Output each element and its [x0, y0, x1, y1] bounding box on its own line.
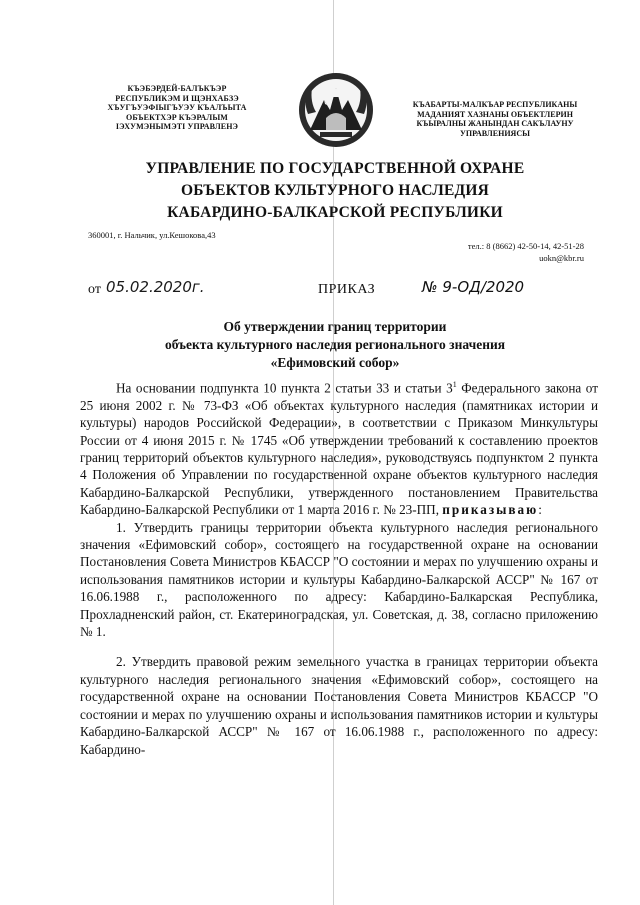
header-left-line: РЕСПУБЛИКЭМ И ЩЭНХАБЗЭ — [115, 93, 239, 103]
header-right-line: КЪЫРАЛНЫ ЖАНЫНДАН САКЪЛАУНУ — [416, 119, 574, 128]
order-subject — [100, 318, 570, 372]
order-title: ПРИКАЗ — [318, 282, 376, 297]
subject-line: Об утверждении границ территории — [223, 319, 447, 334]
header-right-block — [385, 100, 605, 138]
organization-line: УПРАВЛЕНИЕ ПО ГОСУДАРСТВЕННОЙ ОХРАНЕ — [145, 160, 525, 177]
item-2-paragraph: 2. Утвердить правовой режим земельного участка в границах территории объекта культурного наследия регионального значения «Ефимовский собор», состоящего на государственной охране на основании Постановления Совета Министров КБАССР "О состоянии и мерах по улучшению охраны и использования памятников истории и культуры Кабардино-Балкарской АССР" № 167 от 16.06.1988 г., расположенного по адресу: Кабардино- — [80, 654, 598, 757]
intro-text-a: На основании подпункта 10 пункта 2 статьи 33 и статьи 3 — [116, 380, 453, 396]
phone: тел.: 8 (8662) 42-50-14, 42-51-28 — [467, 241, 584, 251]
order-row — [88, 280, 588, 304]
subject-line: «Ефимовский собор» — [270, 355, 400, 370]
email: uokn@kbr.ru — [539, 253, 584, 263]
header-left-block — [72, 84, 282, 132]
order-date: 05.02.2020г. — [106, 278, 205, 296]
header-left-line: КЪЭБЭРДЕЙ-БАЛЪКЪЭР — [127, 84, 227, 93]
intro-text-b: Федерального закона от 25 июня 2002 г. № 73-ФЗ «Об объектах культурного наследия (памятниках истории и культуры) народов Российской Федерации», в соответствии с Приказом Минкультуры России от 4 июня 2015 г. № 1745 «Об утверждении требований к составлению проектов границ территорий объектов культурного наследия», руководствуясь подпунктом 2 пункта 4 Положения об Управлении по государственной охране объектов культурного наследия Кабардино-Балкарской Республики, утвержденного постановлением Правительства Кабардино-Балкарской Республики от 1 марта 2016 г. № 23-ПП, — [80, 380, 598, 518]
header-left-line: IЭХУМЭНЫМЭТI УПРАВЛЕНЭ — [115, 122, 239, 131]
item-1-paragraph: 1. Утвердить границы территории объекта культурного наследия регионального значения «Ефимовский собор», состоящего на государственной охране на основании Постановления Совета Министров КБАССР "О состоянии и мерах по улучшению охраны и использования памятников истории и культуры Кабардино-Балкарской АССР" № 167 от 16.06.1988 г., расположенного по адресу: Кабардино-Балкарская Республика, Прохладненский район, ст. Екатериноградская, ул. Советская, д. 38, согласно приложению № 1. — [80, 519, 598, 640]
organization-line: КАБАРДИНО-БАЛКАРСКОЙ РЕСПУБЛИКИ — [167, 204, 503, 221]
address: 360001, г. Нальчик, ул.Кешокова,43 — [88, 230, 216, 240]
order-number: № 9-ОД/2020 — [422, 278, 525, 296]
document-body — [80, 376, 598, 758]
organization-title — [100, 158, 570, 224]
header-right-line: УПРАВЛЕНИЯСЫ — [460, 128, 530, 138]
intro-paragraph: На основании подпункта 10 пункта 2 статьи 33 и статьи $3^1$ Федерального закона от 25 июня 2002 г. № 73-ФЗ «Об объектах культурного наследия (памятниках истории и культуры) народов Российской Федерации», в соответствии с Приказом Минкультуры России от 4 июня 2015 г. № 1745 «Об утверждении требований к составлению проектов границ территорий объектов культурного наследия», руководствуясь подпунктом 2 пункта 4 Положения об Управлении по государственной охране объектов культурного наследия Кабардино-Балкарской Республики, утвержденного постановлением Правительства Кабардино-Балкарской Республики от 1 марта 2016 г. № 23-ПП, приказываю: — [80, 380, 598, 518]
subject-line: объекта культурного наследия регионального значения — [164, 337, 506, 352]
intro-superscript: 1 — [452, 380, 457, 389]
order-from-label: от — [88, 282, 101, 297]
orders-word: приказываю — [442, 502, 539, 518]
coat-of-arms-icon — [296, 70, 376, 152]
organization-line: ОБЪЕКТОВ КУЛЬТУРНОГО НАСЛЕДИЯ — [180, 182, 490, 199]
header-left-line: ХЪУГЪУЭФIЫГЪУЭУ КЪАЛЪЫТА — [107, 103, 247, 112]
header-right-line: КЪАБАРТЫ-МАЛКЪАР РЕСПУБЛИКАНЫ — [412, 100, 578, 109]
header-right-line: МАДАНИЯТ ХАЗНАНЫ ОБЪЕКТЛЕРИН — [417, 109, 573, 119]
contacts-block — [468, 240, 584, 264]
header-left-line: ОБЪЕКТХЭР КЪЭРАЛЫМ — [126, 112, 228, 122]
